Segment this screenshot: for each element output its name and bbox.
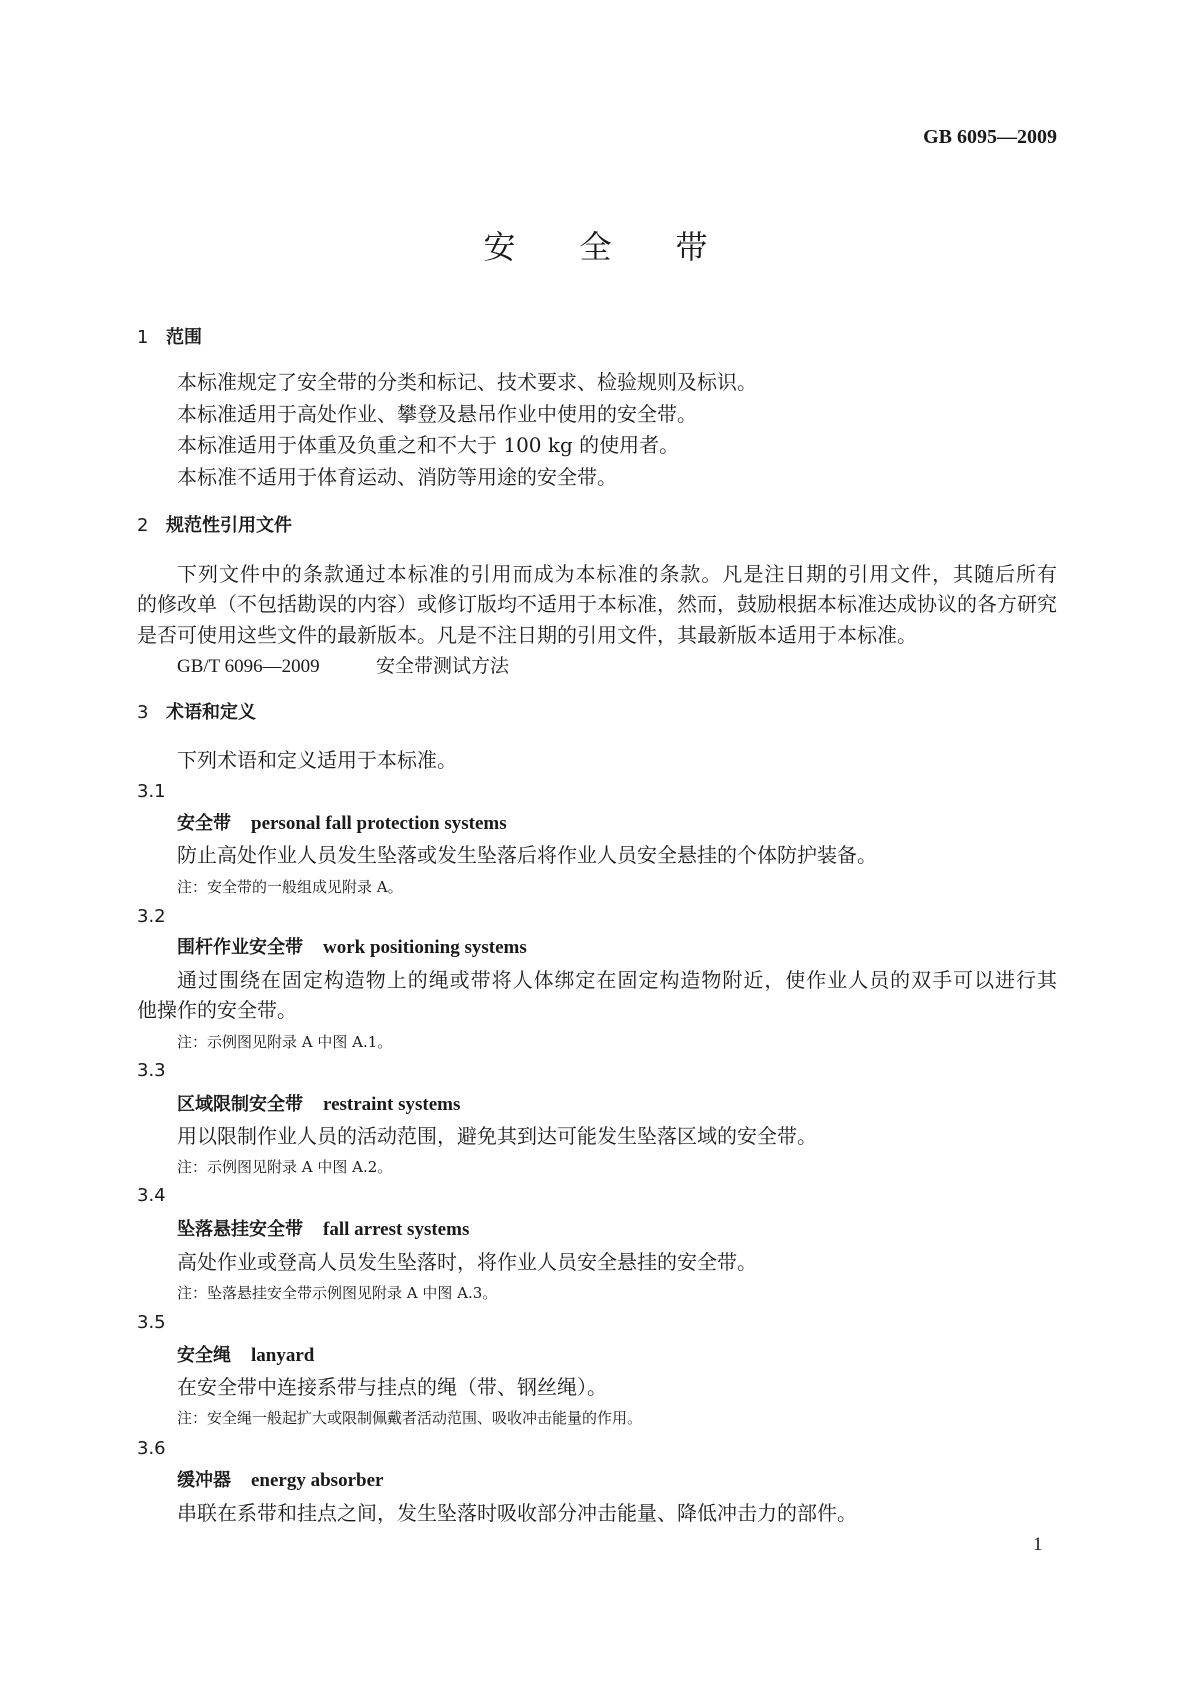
section-2-heading — [137, 514, 292, 538]
document-title: 安全带 — [483, 228, 772, 266]
section-title: 术语和定义 — [166, 702, 256, 723]
section-title: 规范性引用文件 — [166, 515, 292, 536]
term-heading — [177, 1344, 314, 1368]
term-definition: 高处作业或登高人员发生坠落时，将作业人员安全悬挂的安全带。 — [177, 1250, 757, 1274]
scope-line: 本标准规定了安全带的分类和标记、技术要求、检验规则及标识。 — [177, 370, 757, 394]
term-number: 3.1 — [137, 781, 166, 802]
section-number: 1 — [137, 327, 149, 348]
scope-line: 本标准适用于体重及负重之和不大于 100 kg 的使用者。 — [177, 433, 680, 457]
paragraph-line: 的修改单（不包括勘误的内容）或修订版均不适用于本标准，然而，鼓励根据本标准达成协议的各方研究 — [137, 592, 1057, 616]
term-heading — [177, 1093, 460, 1117]
term-note: 注：安全带的一般组成见附录 A。 — [177, 878, 403, 896]
term-definition: 用以限制作业人员的活动范围，避免其到达可能发生坠落区域的安全带。 — [177, 1124, 817, 1148]
section-title: 范围 — [166, 327, 202, 348]
term-note: 注：示例图见附录 A 中图 A.1。 — [177, 1033, 393, 1051]
term-chinese: 区域限制安全带 — [177, 1094, 303, 1115]
term-english: lanyard — [251, 1345, 315, 1366]
term-english: restraint systems — [323, 1094, 461, 1115]
term-english: personal fall protection systems — [251, 813, 507, 834]
reference-code: GB/T 6096—2009 — [177, 656, 320, 677]
term-number: 3.3 — [137, 1060, 166, 1081]
section-3-heading — [137, 701, 256, 725]
term-definition: 通过围绕在固定构造物上的绳或带将人体绑定在固定构造物附近，使作业人员的双手可以进行其 — [177, 968, 1057, 992]
term-english: energy absorber — [251, 1470, 384, 1491]
scope-line: 本标准适用于高处作业、攀登及悬吊作业中使用的安全带。 — [177, 402, 697, 426]
term-chinese: 安全带 — [177, 813, 231, 834]
term-number: 3.4 — [137, 1185, 166, 1206]
term-definition: 防止高处作业人员发生坠落或发生坠落后将作业人员安全悬挂的个体防护装备。 — [177, 843, 877, 867]
term-english: fall arrest systems — [323, 1219, 470, 1240]
term-note: 注：示例图见附录 A 中图 A.2。 — [177, 1158, 393, 1176]
section-1-heading — [137, 326, 202, 350]
term-heading — [177, 936, 527, 960]
term-note: 注：安全绳一般起扩大或限制佩戴者活动范围、吸收冲击能量的作用。 — [177, 1409, 643, 1427]
term-heading — [177, 1469, 383, 1493]
section-number: 3 — [137, 702, 149, 723]
section-number: 2 — [137, 515, 149, 536]
page-number: 1 — [1033, 1534, 1043, 1555]
term-note: 注：坠落悬挂安全带示例图见附录 A 中图 A.3。 — [177, 1284, 498, 1302]
term-number: 3.6 — [137, 1438, 166, 1459]
reference-title: 安全带测试方法 — [376, 655, 510, 677]
paragraph-line: 下列文件中的条款通过本标准的引用而成为本标准的条款。凡是注日期的引用文件，其随后所有 — [177, 562, 1057, 586]
term-chinese: 安全绳 — [177, 1345, 231, 1366]
term-chinese: 围杆作业安全带 — [177, 937, 303, 958]
term-english: work positioning systems — [323, 937, 527, 958]
term-number: 3.5 — [137, 1312, 166, 1333]
normative-reference — [177, 654, 509, 679]
term-chinese: 坠落悬挂安全带 — [177, 1219, 303, 1240]
term-heading — [177, 812, 507, 836]
term-definition: 他操作的安全带。 — [137, 998, 297, 1022]
term-definition: 串联在系带和挂点之间，发生坠落时吸收部分冲击能量、降低冲击力的部件。 — [177, 1501, 857, 1525]
paragraph-line: 是否可使用这些文件的最新版本。凡是不注日期的引用文件，其最新版本适用于本标准。 — [137, 623, 917, 647]
term-heading — [177, 1218, 469, 1242]
terms-intro: 下列术语和定义适用于本标准。 — [177, 748, 457, 772]
term-number: 3.2 — [137, 906, 166, 927]
standard-code: GB 6095—2009 — [923, 126, 1057, 148]
term-chinese: 缓冲器 — [177, 1470, 231, 1491]
scope-line: 本标准不适用于体育运动、消防等用途的安全带。 — [177, 465, 617, 489]
term-definition: 在安全带中连接系带与挂点的绳（带、钢丝绳）。 — [177, 1375, 607, 1399]
